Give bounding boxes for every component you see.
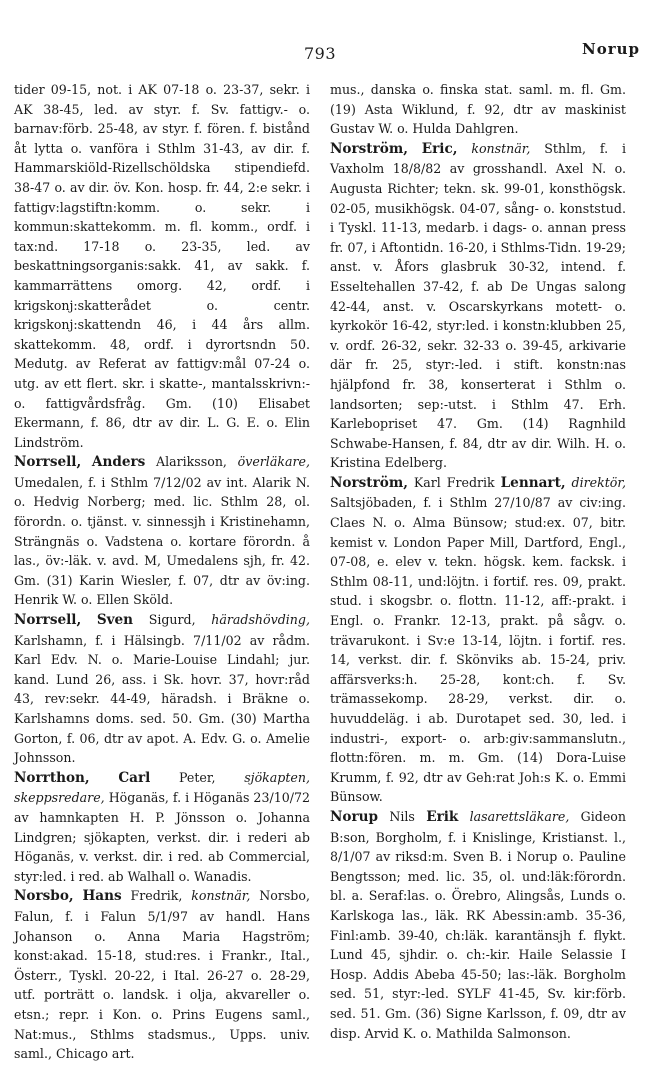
entry-norsbo-hans (14, 886, 310, 1063)
entry-norrthon-carl (14, 768, 310, 887)
entry-text: Umedalen, f. i Sthlm 7/12/02 av int. Alarik N. o. Hedvig Norberg; med. lic. Sthlm 28, ol. förordn. o. tjänst. v. sinnessjh i Kristinehamn, Strängnäs o. Vadstena o. kortare förordn. å las., öv:-läk. v. avd. M, Umedalens sjh, fr. 42. Gm. (31) Karin Wiesler, f. 07, dtr av öv:ing. Henrik W. o. Ellen Sköld. (14, 474, 310, 608)
entry-given-bold: Sven (96, 612, 134, 629)
entry-text: mus., danska o. finska stat. saml. m. fl. Gm. (19) Asta Wiklund, f. 92, dtr av maskinist Gustav W. o. Hulda Dahlgren. (330, 82, 626, 137)
entry-surname: Norrsell, (14, 612, 82, 629)
entry-given-bold: Erik (426, 808, 459, 825)
right-column (330, 80, 626, 1043)
entry-title: överläkare, (237, 454, 310, 470)
entry-given-bold: Carl (118, 769, 151, 786)
entry-norstrom-eric (330, 139, 626, 473)
entry-surname: Norsbo, (14, 888, 74, 905)
entry-text: Saltsjöbaden, f. i Sthlm 27/10/87 av civ:ing. Claes N. o. Alma Bünsow; stud:ex. 07, bitr. kemist v. London Paper Mill, Dartford, Engl., 07-08, e. elev v. tekn. högsk. kem. facksk. i Sthlm 08-11, und:löjtn. i fortif. res. 09, prakt. stud. i skogsbr. o. flottn. 11-12, aff:-prakt. i Engl. o. Frankr. 12-13, prakt. på sågv. o. trävarukont. i Sv:e 13-14, löjtn. i fortif. res. 14, verkst. dir. f. Skönviks ab. 15-24, priv. affärsverks:h. 25-28, kont:ch. f. Sv. trämassekomp. 28-29, verkst. dir. o. huvuddeläg. i ab. Durotapet sed. 30, led. i industri-, export- o. arb:giv:sammanslutn., flottn:fören. m. m. Gm. (14) Dora-Luise Krumm, f. 92, dtr av Geh:rat Joh:s K. o. Emmi Bünsow. (330, 495, 626, 805)
entry-text: Norsbo, Falun, f. i Falun 5/1/97 av handl. Hans Johanson o. Anna Maria Hagström; konst:akad. 15-18, stud:res. i Frankr., Ital., Österr., Tyskl. 20-22, i Ital. 26-27 o. 28-29, utf. porträtt o. landsk. i olja, akvareller o. etsn.; repr. i Kon. o. Prins Eugens saml., Nat:mus., Sthlms stadsmus., Upps. univ. saml., Chicago art. (14, 888, 310, 1062)
entry-title: häradshövding, (211, 612, 310, 628)
entry-given-rest: Sigurd, (148, 612, 196, 628)
entry-norrsell-sven (14, 610, 310, 768)
entry-norstrom-lennart (330, 473, 626, 807)
entry-given-rest: Peter, (179, 769, 216, 785)
entry-title: sjökapten, skeppsredare, (14, 769, 310, 806)
entry-continuation (330, 80, 626, 139)
entry-norup-erik (330, 807, 626, 1043)
entry-continuation (14, 80, 310, 452)
entry-title: konstnär, (471, 140, 531, 156)
entry-surname: Norström, (330, 140, 408, 157)
entry-title: konstnär, (191, 888, 251, 904)
entry-given-rest: Alariksson, (156, 454, 227, 470)
entry-title: direktör, (571, 474, 626, 490)
entry-given-rest: Nils (389, 808, 415, 824)
entry-text: Karlshamn, f. i Hälsingb. 7/11/02 av rådm. Karl Edv. N. o. Marie-Louise Lindahl; jur. kand. Lund 26, ass. i Sk. hovr. 37, hovr:råd 43, rev:sekr. 44-49, häradsh. i Bräkne o. Karlshamns doms. sed. 50. Gm. (30) Martha Gorton, f. 06, dtr av apot. A. Edv. G. o. Amelie Johnsson. (14, 632, 310, 766)
entry-surname: Norup (330, 808, 379, 825)
entry-text: tider 09-15, not. i AK 07-18 o. 23-37, sekr. i AK 38-45, led. av styr. f. Sv. fattigv.- o. barnav:förb. 25-48, av styr. f. fören. f. bistånd åt lytta o. vanföra i Sthlm 31-43, av dir. f. Hammarskiöld-Rizellschöldska stipendiefd. 38-47 o. av dir. öv. Kon. hosp. fr. 44, 2:e sekr. i fattigv:lagstiftn:komm. o. sekr. i kommun:skattekomm. m. fl. komm., ordf. i tax:nd. 17-18 o. 23-35, led. av beskattningsorganis:sakk. 41, av sakk. f. kammarrättens omorg. 42, ordf. i krigskonj:skatterådet o. centr. krigskonj:skattendn 46, i 44 års allm. skattekomm. 48, ordf. i dyrortsndn 50. Medutg. av Referat av fattigv:mål 07-24 o. utg. av ett flert. skr. i skatte-, mantalsskrivn:- o. fattigvårdsfråg. Gm. (10) Elisabet Ekermann, f. 86, dtr av dir. L. G. E. o. Elin Lindström. (14, 82, 310, 450)
entry-given-bold: Hans (82, 888, 122, 905)
entry-given-bold: Eric, (421, 140, 458, 157)
entry-text: Sthlm, f. i Vaxholm 18/8/82 av grosshandl. Axel N. o. Augusta Richter; tekn. sk. 99-01, konsthögsk. 02-05, musikhögsk. 04-07, sång- o. konststud. i Tyskl. 11-13, medarb. i dags- o. annan press fr. 07, i Aftontidn. 16-20, i Sthlms-Tidn. 19-29; anst. v. Åfors glasbruk 30-32, intend. f. Esseltehallen 37-42, f. ab De Ungas salong 42-44, anst. v. Oscarskyrkans motett- o. kyrkokör 16-42, styr:led. i konstn:klubben 25, v. ordf. 26-32, sekr. 32-33 o. 39-45, arkivarie där fr. 25, styr:-led. i stift. konstn:nas hjälpfond fr. 38, konserterat i Sthlm o. landsorten; sep:-utst. i Sthlm 47. Erh. Karlebopriset 47. Gm. (14) Ragnhild Schwabe-Hansen, f. 84, dtr av dir. Wilh. H. o. Kristina Edelberg. (330, 140, 626, 471)
entry-norrsell-anders (14, 452, 310, 610)
entry-given-rest: Fredrik, (130, 888, 183, 904)
entry-surname: Norström, (330, 474, 408, 491)
entry-surname: Norrthon, (14, 769, 90, 786)
entry-title: lasarettsläkare, (469, 808, 570, 824)
running-head: Norup (581, 40, 640, 58)
entry-text: Höganäs, f. i Höganäs 23/10/72 av hamnkapten H. P. Jönsson o. Johanna Lindgren; sjökapten, verkst. dir. i rederi ab Höganäs, v. verkst. dir. i red. ab Commercial, styr:led. i red. ab Walhall o. Wanadis. (14, 790, 310, 884)
left-column (14, 80, 310, 1064)
entry-text: Gideon B:son, Borgholm, f. i Knislinge, Kristianst. l., 8/1/07 av riksd:m. Sven B. i Norup o. Pauline Bengtsson; med. lic. 35, ol. und:läk:förordn. bl. a. Seraf:las. o. Örebro, Alingsås, Lunds o. Karlskoga las., läk. RK Abessin:amb. 35-36, Finl:amb. 39-40, ch:läk. karantänsjh f. flykt. Lund 45, sjhdir. o. ch:-kir. Haile Selassie I Hosp. Addis Abeba 45-50; las:-läk. Borgholm sed. 51, styr:-led. SYLF 41-45, Sv. kir:förb. sed. 51. Gm. (36) Signe Karlsson, f. 09, dtr av disp. Arvid K. o. Mathilda Salmonson. (330, 808, 626, 1041)
entry-surname: Norrsell, (14, 454, 82, 471)
entry-given-bold: Lennart, (500, 474, 566, 491)
page-number: 793 (303, 44, 337, 63)
entry-given-bold: Anders (91, 454, 146, 471)
entry-given-rest: Karl Fredrik (413, 474, 495, 490)
